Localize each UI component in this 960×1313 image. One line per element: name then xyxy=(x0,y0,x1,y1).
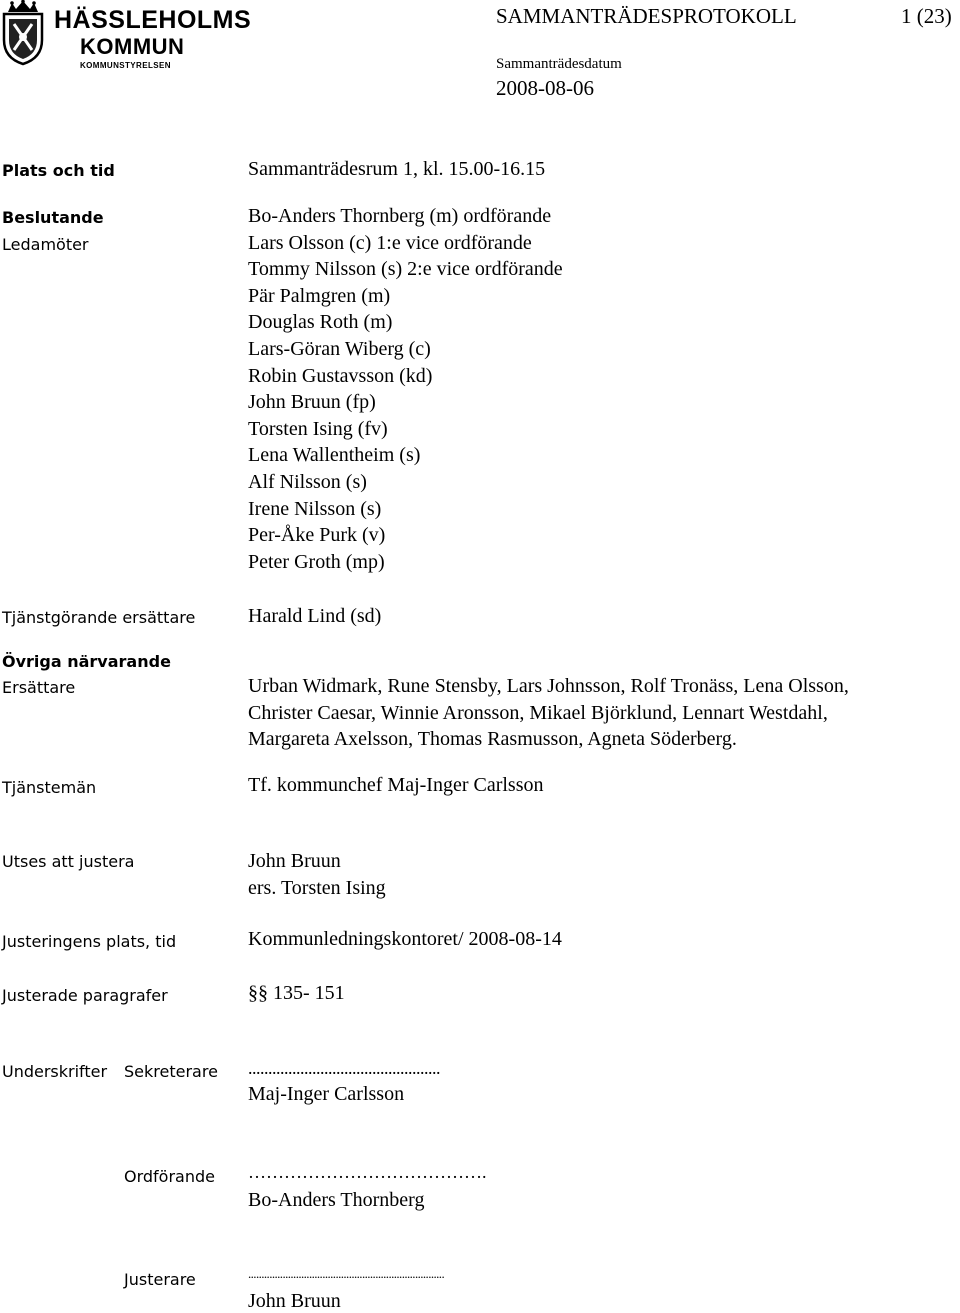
substitutes-line: Urban Widmark, Rune Stensby, Lars Johnsson, Rolf Tronäss, Lena Olsson, xyxy=(248,675,849,697)
secretary-name: Maj-Inger Carlsson xyxy=(248,1083,405,1105)
adjuster-name: John Bruun xyxy=(248,1290,341,1312)
place-time-label: Plats och tid xyxy=(2,161,115,180)
deciding-label: Beslutande xyxy=(2,208,104,227)
adjustment-place-time-value: Kommunledningskontoret/ 2008-08-14 xyxy=(248,928,562,950)
member-item: Peter Groth (mp) xyxy=(248,550,385,573)
chair-label: Ordförande xyxy=(124,1167,215,1186)
adjuster-label: Justerare xyxy=(124,1270,196,1289)
municipality-logo xyxy=(0,0,252,74)
member-item: Pär Palmgren (m) xyxy=(248,284,391,307)
member-item: Douglas Roth (m) xyxy=(248,311,393,334)
chair-name: Bo-Anders Thornberg xyxy=(248,1189,425,1211)
member-item: Lena Wallentheim (s) xyxy=(248,444,421,467)
page-number: 1 (23) xyxy=(901,4,952,28)
adjusted-paragraphs-value: §§ 135- 151 xyxy=(248,982,345,1004)
members-label: Ledamöter xyxy=(2,235,89,254)
member-item: Alf Nilsson (s) xyxy=(248,470,367,493)
member-item: Bo-Anders Thornberg (m) ordförande xyxy=(248,205,552,227)
substitutes-label: Ersättare xyxy=(2,678,76,697)
document-type: SAMMANTRÄDESPROTOKOLL xyxy=(496,4,797,28)
coat-of-arms-icon xyxy=(0,0,46,66)
serving-substitutes-value: Harald Lind (sd) xyxy=(248,605,382,627)
member-item: Torsten Ising (fv) xyxy=(248,417,388,440)
logo-line-3: KOMMUNSTYRELSEN xyxy=(80,61,171,70)
logo-line-2: KOMMUN xyxy=(80,34,185,59)
member-item: John Bruun (fp) xyxy=(248,391,376,414)
adjusted-paragraphs-label: Justerade paragrafer xyxy=(2,986,168,1005)
member-item: Tommy Nilsson (s) 2:e vice ordförande xyxy=(248,258,563,281)
member-item: Lars Olsson (c) 1:e vice ordförande xyxy=(248,231,532,254)
member-item: Irene Nilsson (s) xyxy=(248,497,382,520)
member-item: Per-Åke Purk (v) xyxy=(248,524,386,547)
members-list xyxy=(248,203,563,575)
signatures-heading: Underskrifter xyxy=(2,1062,108,1081)
appointed-adjuster: ers. Torsten Ising xyxy=(248,876,386,899)
appointed-adjusters-label: Utses att justera xyxy=(2,852,135,871)
serving-substitutes-label: Tjänstgörande ersättare xyxy=(2,608,196,627)
adjuster-signature-line: .......................................................................... xyxy=(248,1266,445,1281)
others-present-label: Övriga närvarande xyxy=(2,652,171,671)
place-time-value: Sammanträdesrum 1, kl. 15.00-16.15 xyxy=(248,158,546,180)
substitutes-line: Margareta Axelsson, Thomas Rasmusson, Agneta Söderberg. xyxy=(248,728,737,751)
adjustment-place-time-label: Justeringens plats, tid xyxy=(2,932,177,951)
meeting-date: 2008-08-06 xyxy=(496,76,594,100)
appointed-adjusters xyxy=(248,848,386,901)
secretary-signature-line: ................................................ xyxy=(248,1058,440,1078)
chair-signature-line: …………………………………. xyxy=(248,1162,487,1182)
secretary-label: Sekreterare xyxy=(124,1062,218,1081)
officials-label: Tjänstemän xyxy=(2,778,97,797)
logo-line-1: HÄSSLEHOLMS xyxy=(54,6,252,34)
member-item: Lars-Göran Wiberg (c) xyxy=(248,337,431,360)
appointed-adjuster: John Bruun xyxy=(248,850,341,872)
meeting-date-label: Sammanträdesdatum xyxy=(496,56,622,72)
substitutes-line: Christer Caesar, Winnie Aronsson, Mikael Björklund, Lennart Westdahl, xyxy=(248,701,828,724)
officials-value: Tf. kommunchef Maj-Inger Carlsson xyxy=(248,774,544,796)
substitutes-list xyxy=(248,673,849,753)
member-item: Robin Gustavsson (kd) xyxy=(248,364,433,387)
